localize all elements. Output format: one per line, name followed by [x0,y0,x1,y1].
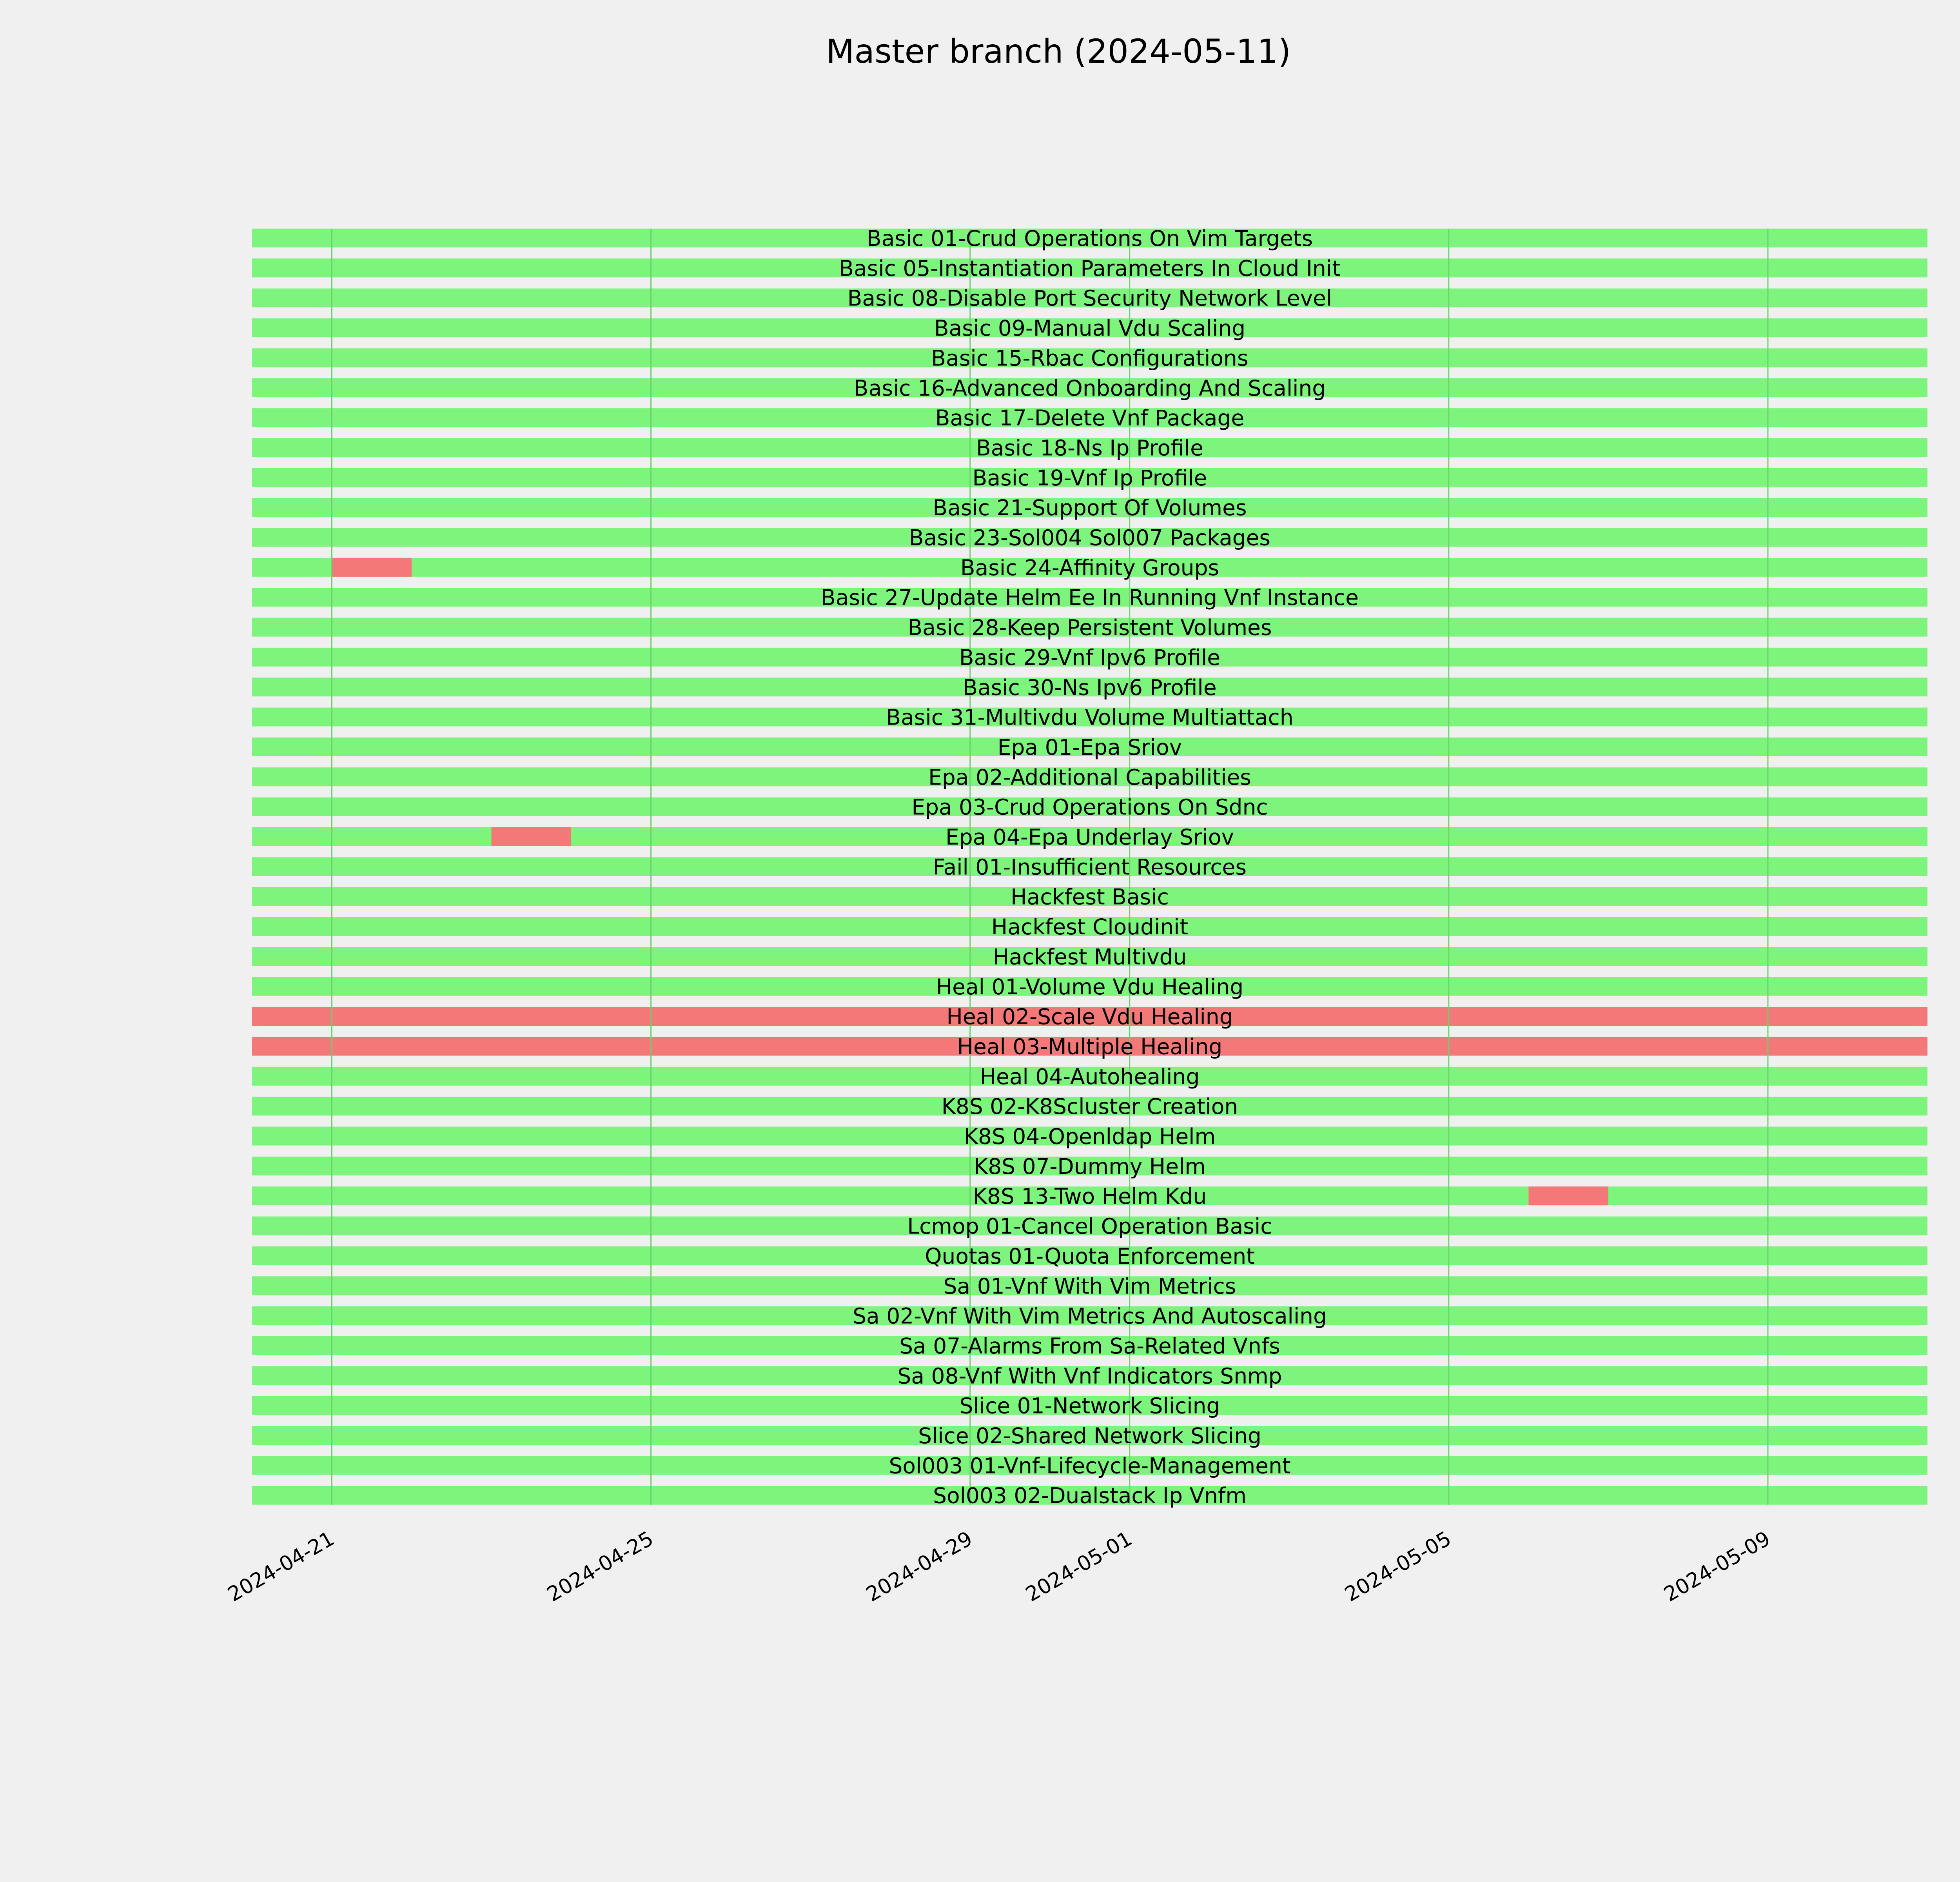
failure-segment [1528,1186,1608,1205]
row-label: Heal 03-Multiple Healing [957,1034,1223,1059]
row-label: Basic 29-Vnf Ipv6 Profile [959,645,1221,670]
row-label: Basic 23-Sol004 Sol007 Packages [909,525,1271,550]
x-tick-label: 2024-04-29 [862,1527,977,1607]
row-label: Hackfest Basic [1011,884,1169,910]
row-label: Basic 01-Crud Operations On Vim Targets [866,226,1313,251]
row-label: Epa 04-Epa Underlay Sriov [945,825,1234,850]
row-label: Basic 31-Multivdu Volume Multiattach [886,705,1294,730]
x-tick-label: 2024-05-09 [1660,1527,1775,1607]
failure-segment [332,558,412,577]
row-label: Basic 16-Advanced Onboarding And Scaling [853,375,1326,401]
row-label: Slice 01-Network Slicing [959,1393,1220,1419]
x-tick-label: 2024-05-05 [1341,1527,1455,1607]
row-label: Epa 01-Epa Sriov [997,734,1182,760]
row-label: K8S 04-Openldap Helm [964,1124,1216,1149]
x-tick-label: 2024-04-25 [543,1527,658,1607]
row-label: K8S 13-Two Helm Kdu [973,1184,1207,1209]
x-tick-label: 2024-05-01 [1022,1527,1136,1607]
row-label: Basic 21-Support Of Volumes [933,495,1247,521]
row-label: Slice 02-Shared Network Slicing [918,1423,1261,1448]
row-label: Basic 27-Update Helm Ee In Running Vnf Instance [821,585,1359,610]
row-label: Basic 30-Ns Ipv6 Profile [963,675,1217,700]
row-label: Basic 15-Rbac Configurations [931,345,1249,371]
row-label: Sol003 01-Vnf-Lifecycle-Management [889,1453,1291,1479]
failure-segment [492,827,572,846]
row-label: Basic 05-Instantiation Parameters In Cloud Init [839,256,1341,281]
row-label: Basic 09-Manual Vdu Scaling [934,316,1246,341]
row-label: Heal 04-Autohealing [980,1064,1200,1089]
row-label: Fail 01-Insufficient Resources [933,854,1247,880]
row-label: Heal 02-Scale Vdu Healing [946,1004,1233,1030]
row-label: Basic 17-Delete Vnf Package [935,405,1245,431]
row-label: K8S 02-K8Scluster Creation [941,1094,1238,1119]
row-label: Quotas 01-Quota Enforcement [925,1243,1255,1269]
chart-title: Master branch (2024-05-11) [826,32,1291,71]
row-label: Basic 19-Vnf Ip Profile [972,465,1207,490]
row-label: Sa 01-Vnf With Vim Metrics [943,1273,1236,1299]
row-label: Hackfest Cloudinit [991,914,1189,940]
row-label: Sol003 02-Dualstack Ip Vnfm [933,1483,1247,1508]
row-label: Basic 24-Affinity Groups [960,555,1220,580]
row-label: Epa 02-Additional Capabilities [928,765,1251,790]
row-label: Hackfest Multivdu [993,944,1187,970]
row-label: Basic 08-Disable Port Security Network Level [847,285,1332,311]
row-label: Heal 01-Volume Vdu Healing [936,974,1244,999]
row-label: K8S 07-Dummy Helm [974,1154,1206,1179]
row-label: Sa 02-Vnf With Vim Metrics And Autoscaling [853,1303,1327,1329]
row-label: Lcmop 01-Cancel Operation Basic [907,1213,1272,1239]
row-label: Sa 08-Vnf With Vnf Indicators Snmp [897,1363,1282,1389]
row-label: Epa 03-Crud Operations On Sdnc [911,794,1268,820]
x-tick-label: 2024-04-21 [224,1527,339,1607]
row-label: Basic 18-Ns Ip Profile [976,435,1203,461]
row-label: Basic 28-Keep Persistent Volumes [907,615,1272,640]
row-label: Sa 07-Alarms From Sa-Related Vnfs [899,1333,1280,1359]
